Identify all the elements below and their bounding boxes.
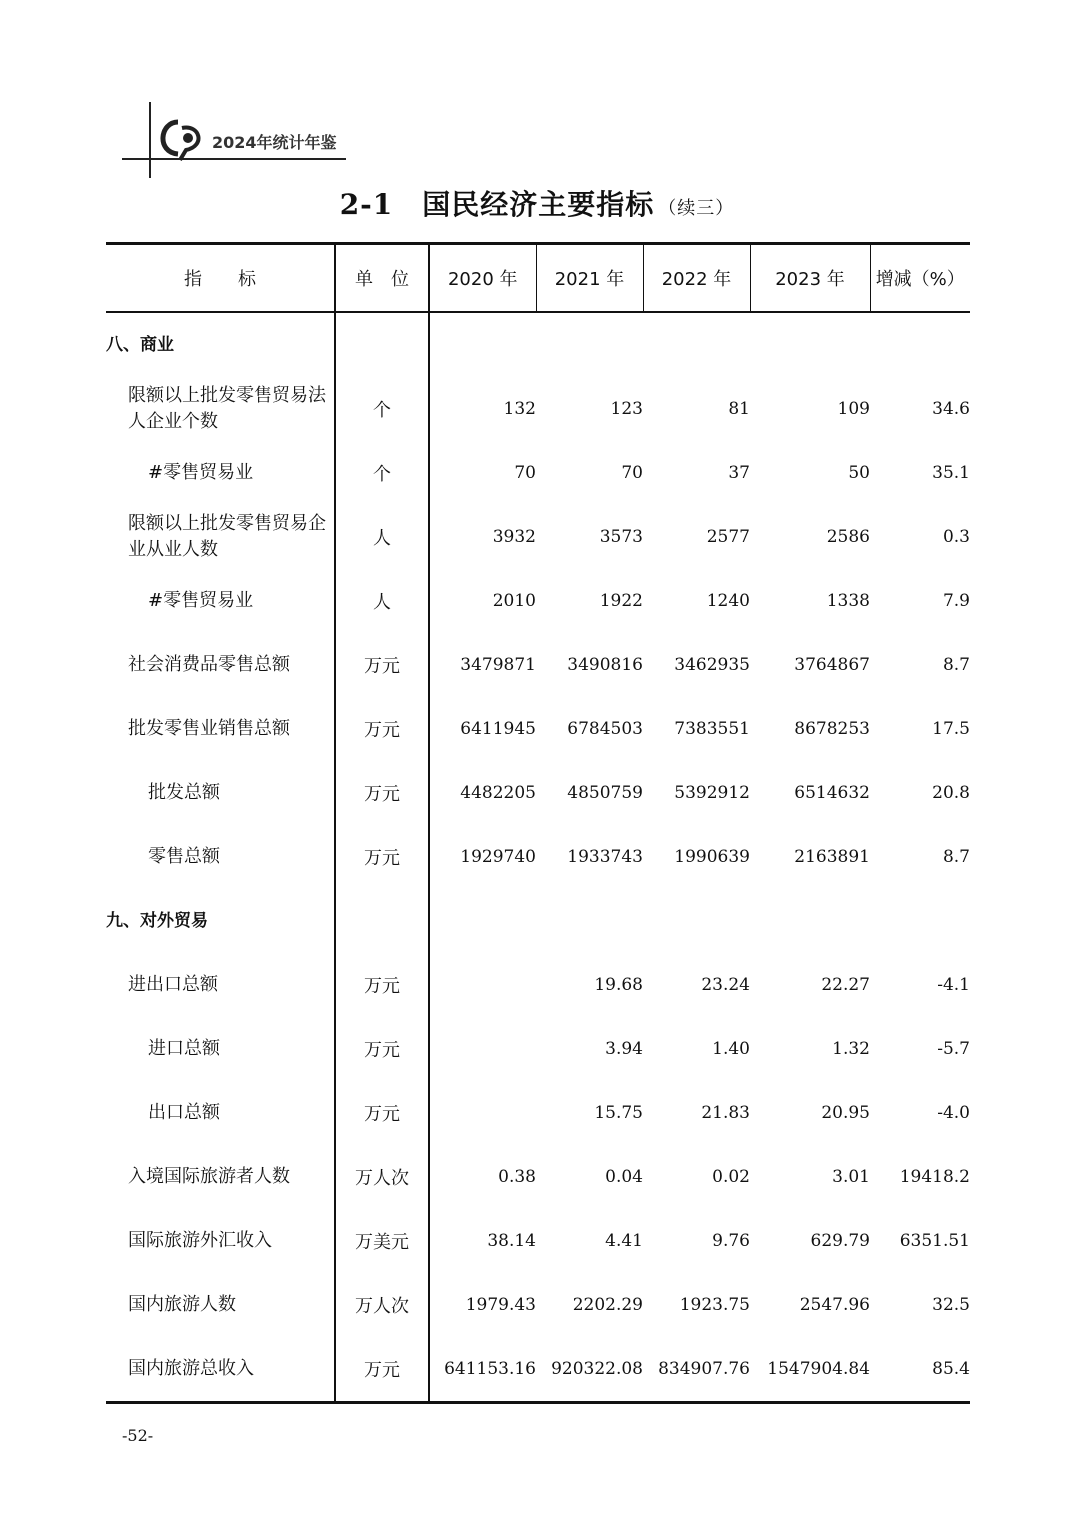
value-2020: 70 bbox=[429, 441, 536, 505]
indicator-name: 入境国际旅游者人数 bbox=[128, 1166, 290, 1187]
value-2023: 3764867 bbox=[794, 655, 870, 675]
section-title: 八、商业 bbox=[106, 335, 174, 355]
value-2022: 1240 bbox=[706, 591, 750, 611]
value-2021: 1933743 bbox=[567, 847, 643, 867]
value-2020: 641153.16 bbox=[429, 1337, 536, 1403]
value-change: 20.8 bbox=[932, 783, 970, 803]
unit-cell: 万人次 bbox=[335, 1145, 429, 1209]
header-unit: 单 位 bbox=[335, 244, 429, 313]
value-2023: 1338 bbox=[826, 591, 870, 611]
empty-cell bbox=[335, 312, 429, 377]
table-row bbox=[106, 1017, 970, 1081]
value-2021: 2202.29 bbox=[572, 1295, 643, 1315]
unit-cell: 万元 bbox=[335, 633, 429, 697]
value-2022: 23.24 bbox=[701, 975, 750, 995]
value-change: 35.1 bbox=[932, 463, 970, 483]
value-2021: 920322.08 bbox=[536, 1337, 643, 1403]
value-2020 bbox=[429, 1081, 536, 1145]
value-2022: 834907.76 bbox=[643, 1337, 750, 1403]
empty-cell bbox=[870, 889, 970, 953]
unit-cell: 个 bbox=[335, 377, 429, 441]
value-change: 7.9 bbox=[942, 591, 970, 611]
value-2020 bbox=[429, 1017, 536, 1081]
header-2023: 2023 年 bbox=[750, 244, 870, 313]
table-row bbox=[106, 1209, 970, 1273]
indicator-name: #零售贸易业 bbox=[148, 590, 254, 611]
indicator-name: 国内旅游人数 bbox=[128, 1294, 236, 1315]
value-2021: 3.94 bbox=[605, 1039, 643, 1059]
indicator-name: 零售总额 bbox=[148, 846, 220, 867]
value-2022: 1923.75 bbox=[679, 1295, 750, 1315]
section-title: 九、对外贸易 bbox=[106, 911, 208, 931]
value-change: 8.7 bbox=[942, 847, 970, 867]
table-row bbox=[106, 569, 970, 633]
value-2020: 1929740 bbox=[429, 825, 536, 889]
value-change: 19418.2 bbox=[899, 1167, 970, 1187]
value-2023: 8678253 bbox=[794, 719, 870, 739]
table-row bbox=[106, 633, 970, 697]
empty-cell bbox=[429, 889, 536, 953]
value-2021: 1922 bbox=[599, 591, 643, 611]
value-2023: 2586 bbox=[826, 527, 870, 547]
yearbook-title: 2024年统计年鉴 bbox=[212, 133, 337, 152]
table-row bbox=[106, 697, 970, 761]
value-2023: 6514632 bbox=[794, 783, 870, 803]
value-2020 bbox=[429, 953, 536, 1017]
value-2023: 50 bbox=[848, 463, 870, 483]
indicators-table bbox=[106, 242, 970, 1404]
value-change: 8.7 bbox=[942, 655, 970, 675]
value-2022: 3462935 bbox=[674, 655, 750, 675]
value-change: -4.1 bbox=[937, 975, 970, 995]
value-change: 0.3 bbox=[942, 527, 970, 547]
value-2021: 3490816 bbox=[567, 655, 643, 675]
empty-cell bbox=[643, 889, 750, 953]
value-2021: 4850759 bbox=[567, 783, 643, 803]
indicator-name: #零售贸易业 bbox=[148, 462, 254, 483]
value-2021: 0.04 bbox=[605, 1167, 643, 1187]
table-title: 2-1 国民经济主要指标 bbox=[339, 188, 655, 221]
empty-cell bbox=[335, 889, 429, 953]
value-2020: 0.38 bbox=[429, 1145, 536, 1209]
value-2023: 109 bbox=[837, 399, 870, 419]
value-2020: 6411945 bbox=[429, 697, 536, 761]
indicator-name: 国内旅游总收入 bbox=[106, 1337, 335, 1403]
value-change: 17.5 bbox=[932, 719, 970, 739]
value-change: 6351.51 bbox=[899, 1231, 970, 1251]
unit-cell: 万元 bbox=[335, 1337, 429, 1403]
page-number: -52- bbox=[122, 1426, 154, 1445]
indicator-name: 批发总额 bbox=[148, 782, 220, 803]
value-2022: 37 bbox=[728, 463, 750, 483]
value-2020: 4482205 bbox=[429, 761, 536, 825]
value-change: 85.4 bbox=[870, 1337, 970, 1403]
table-row bbox=[106, 1081, 970, 1145]
value-2020: 3932 bbox=[429, 505, 536, 569]
table-row bbox=[106, 505, 970, 569]
section-header-row bbox=[106, 889, 970, 953]
table-row bbox=[106, 377, 970, 441]
value-2022: 81 bbox=[728, 399, 750, 419]
empty-cell bbox=[536, 312, 643, 377]
unit-cell: 人 bbox=[335, 505, 429, 569]
value-2021: 3573 bbox=[599, 527, 643, 547]
value-2021: 70 bbox=[621, 463, 643, 483]
unit-cell: 万元 bbox=[335, 1081, 429, 1145]
indicator-name: 国际旅游外汇收入 bbox=[128, 1230, 272, 1251]
value-2020: 3479871 bbox=[429, 633, 536, 697]
value-change: -4.0 bbox=[937, 1103, 970, 1123]
unit-cell: 万元 bbox=[335, 1017, 429, 1081]
value-2021: 123 bbox=[610, 399, 643, 419]
value-2022: 5392912 bbox=[674, 783, 750, 803]
page-title bbox=[0, 183, 1074, 223]
value-2021: 19.68 bbox=[594, 975, 643, 995]
unit-cell: 万美元 bbox=[335, 1209, 429, 1273]
indicator-name: 社会消费品零售总额 bbox=[128, 654, 290, 675]
table-row bbox=[106, 761, 970, 825]
value-2023: 629.79 bbox=[810, 1231, 870, 1251]
empty-cell bbox=[429, 312, 536, 377]
value-2023: 1.32 bbox=[832, 1039, 870, 1059]
value-2022: 21.83 bbox=[701, 1103, 750, 1123]
value-2023: 2163891 bbox=[794, 847, 870, 867]
unit-cell: 万元 bbox=[335, 697, 429, 761]
value-2020: 38.14 bbox=[429, 1209, 536, 1273]
value-2022: 1.40 bbox=[712, 1039, 750, 1059]
value-2023: 1547904.84 bbox=[750, 1337, 870, 1403]
value-2023: 3.01 bbox=[832, 1167, 870, 1187]
value-2020: 2010 bbox=[429, 569, 536, 633]
unit-cell: 万元 bbox=[335, 761, 429, 825]
value-change: 34.6 bbox=[932, 399, 970, 419]
value-2022: 0.02 bbox=[712, 1167, 750, 1187]
value-2021: 6784503 bbox=[567, 719, 643, 739]
indicator-name: 进出口总额 bbox=[128, 974, 218, 995]
value-2022: 1990639 bbox=[674, 847, 750, 867]
table-row bbox=[106, 1145, 970, 1209]
indicator-name: 限额以上批发零售贸易法人企业个数 bbox=[128, 385, 326, 432]
indicator-name: 出口总额 bbox=[148, 1102, 220, 1123]
value-2023: 20.95 bbox=[821, 1103, 870, 1123]
value-2020: 132 bbox=[429, 377, 536, 441]
unit-cell: 万元 bbox=[335, 825, 429, 889]
value-change: -5.7 bbox=[937, 1039, 970, 1059]
table-row bbox=[106, 1273, 970, 1337]
section-header-row bbox=[106, 312, 970, 377]
header-indicator: 指 标 bbox=[106, 244, 335, 313]
empty-cell bbox=[750, 312, 870, 377]
value-2021: 4.41 bbox=[605, 1231, 643, 1251]
table-row bbox=[106, 825, 970, 889]
table-row bbox=[106, 441, 970, 505]
value-2021: 15.75 bbox=[594, 1103, 643, 1123]
unit-cell: 万元 bbox=[335, 953, 429, 1017]
empty-cell bbox=[870, 312, 970, 377]
indicator-name: 限额以上批发零售贸易企业从业人数 bbox=[128, 513, 326, 560]
value-change: 32.5 bbox=[932, 1295, 970, 1315]
empty-cell bbox=[750, 889, 870, 953]
header-2021: 2021 年 bbox=[536, 244, 643, 313]
value-2022: 7383551 bbox=[674, 719, 750, 739]
table-row bbox=[106, 1337, 970, 1403]
unit-cell: 个 bbox=[335, 441, 429, 505]
header-2022: 2022 年 bbox=[643, 244, 750, 313]
table-header-row bbox=[106, 244, 970, 313]
value-2020: 1979.43 bbox=[429, 1273, 536, 1337]
value-2022: 2577 bbox=[706, 527, 750, 547]
value-2023: 2547.96 bbox=[799, 1295, 870, 1315]
value-2022: 9.76 bbox=[712, 1231, 750, 1251]
empty-cell bbox=[536, 889, 643, 953]
unit-cell: 人 bbox=[335, 569, 429, 633]
table-row bbox=[106, 953, 970, 1017]
empty-cell bbox=[643, 312, 750, 377]
unit-cell: 万人次 bbox=[335, 1273, 429, 1337]
header-2020: 2020 年 bbox=[429, 244, 536, 313]
table-subtitle: （续三） bbox=[658, 198, 735, 219]
indicator-name: 进口总额 bbox=[148, 1038, 220, 1059]
value-2023: 22.27 bbox=[821, 975, 870, 995]
header-change: 增减（%） bbox=[870, 244, 970, 313]
indicator-name: 批发零售业销售总额 bbox=[128, 718, 290, 739]
